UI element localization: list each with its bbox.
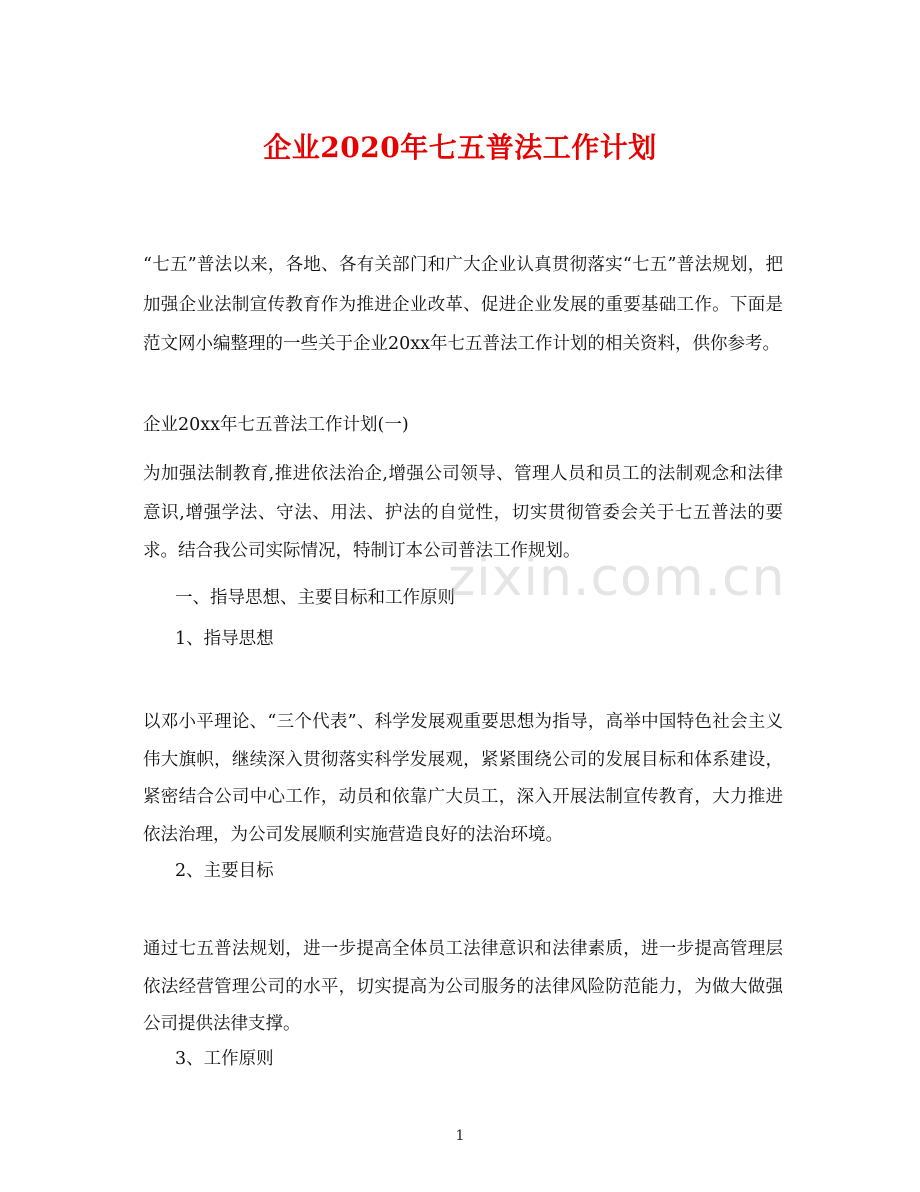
main-goals-paragraph: 通过七五普法规划，进一步提高全体员工法律意识和法律素质，进一步提高管理层依法经营管理公司的水平，切实提高为公司服务的法律风险防范能力，为做大做强公司提供法律支撑。 (143, 939, 783, 1034)
page-number: 1 (455, 1128, 465, 1144)
subsection-heading-guiding-ideology: 1、指导思想 (175, 629, 274, 649)
subsection-heading-main-goals: 2、主要目标 (175, 861, 274, 881)
document-title: 企业2020年七五普法工作计划 (263, 131, 657, 164)
subsection-heading-work-principles: 3、工作原则 (175, 1049, 274, 1069)
watermark: zixin.com.cn (448, 548, 786, 608)
plan-heading: 企业20xx年七五普法工作计划(一) (143, 415, 409, 435)
plan-intro-paragraph: 为加强法制教育,推进依法治企,增强公司领导、管理人员和员工的法制观念和法律意识,增强学法、守法、用法、护法的自觉性，切实贯彻管委会关于七五普法的要求。结合我公司实际情况，特制订本公司普法工作规划。 (143, 464, 783, 561)
guiding-ideology-paragraph: 以邓小平理论、“三个代表”、科学发展观重要思想为指导，高举中国特色社会主义伟大旗帜，继续深入贯彻落实科学发展观，紧紧围绕公司的发展目标和体系建设，紧密结合公司中心工作，动员和依靠广大员工，深入开展法制宣传教育，大力推进依法治理，为公司发展顺利实施营造良好的法治环境。 (143, 712, 783, 845)
intro-paragraph: “七五”普法以来，各地、各有关部门和广大企业认真贯彻落实“七五”普法规划，把加强企业法制宣传教育作为推进企业改革、促进企业发展的重要基础工作。下面是范文网小编整理的一些关于企业20xx年七五普法工作计划的相关资料，供你参考。 (143, 255, 783, 354)
section-heading-1: 一、指导思想、主要目标和工作原则 (175, 588, 455, 608)
